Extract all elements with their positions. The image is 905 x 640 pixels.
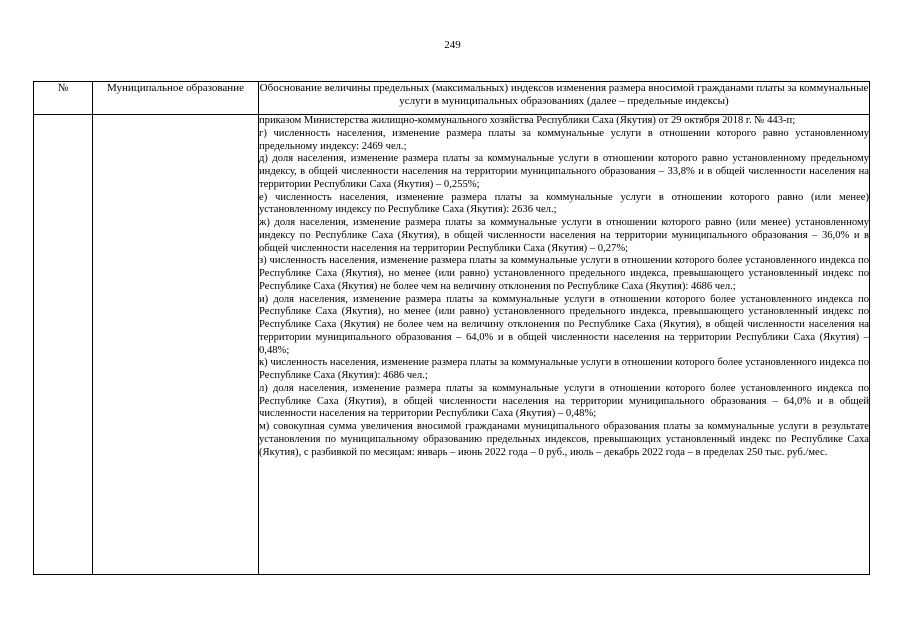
cell-municipality (93, 115, 259, 575)
paragraph-g: г) численность населения, изменение размера платы за коммунальные услуги в отношении которого равно установленному предельному индексу: 2469 чел.; (259, 127, 869, 152)
table-row (34, 115, 870, 575)
paragraph-k: к) численность населения, изменение размера платы за коммунальные услуги в отношении которого более установленного индекса по Республике Саха (Якутия): 4686 чел.; (259, 357, 869, 381)
table-header-row (34, 82, 870, 115)
cell-justification (259, 115, 870, 575)
paragraph-order-reference: приказом Министерства жилищно-коммунального хозяйства Республики Саха (Якутия) от 29 октября 2018 г. № 443-п; (259, 115, 796, 126)
paragraph-d: д) доля населения, изменение размера платы за коммунальные услуги в отношении которого равно установленному предельному индексу, в общей численности населения на территории муниципального образования – 33,8% и в общей численности населения на территории Республики Саха (Якутия) – 0,255%; (259, 153, 869, 190)
paragraph-m: м) совокупная сумма увеличения вносимой гражданами муниципального образования платы за коммунальные услуги в результате установления по муниципальному образованию предельных индексов, превышающих установленный индекс по Республике Саха (Якутия), с разбивкой по месяцам: январь – июнь 2022 года – 0 руб., июль – декабрь 2022 года – в пределах 250 тыс. руб./мес. (259, 421, 869, 458)
header-municipality: Муниципальное образование (93, 82, 259, 115)
paragraph-e: е) численность населения, изменение размера платы за коммунальные услуги в отношении которого равно (или менее) установленному индексу по Республике Саха (Якутия): 2636 чел.; (259, 191, 869, 216)
indices-table (33, 81, 870, 575)
paragraph-z: з) численность населения, изменение размера платы за коммунальные услуги в отношении которого более установленного индекса по Республике Саха (Якутия), но менее (или равно) установленного предельного индекса, превышающего установленный индекс по Республике Саха (Якутия) не более чем на величину отклонения по Республике Саха (Якутия): 4686 чел.; (259, 255, 869, 292)
paragraph-zh: ж) доля населения, изменение размера платы за коммунальные услуги в отношении которого равно (или менее) установленному индексу по Республике Саха (Якутия), в общей численности населения на территории муниципального образования – 36,0% и в общей численности населения на территории Республики Саха (Якутия) – 0,27%; (259, 217, 869, 254)
page-number: 249 (444, 39, 461, 51)
paragraph-i: и) доля населения, изменение размера платы за коммунальные услуги в отношении которого более установленного индекса по Республике Саха (Якутия), но менее (или равно) установленного предельного индекса, превышающего установленный индекс по Республике Саха (Якутия) не более чем на величину отклонения по Республике Саха (Якутия), в общей численности населения на территории муниципального образования – 64,0% и в общей численности населения на территории Республики Саха (Якутия) – 0,48%; (259, 293, 869, 356)
cell-number (34, 115, 93, 575)
header-number: № (34, 82, 93, 115)
header-justification: Обоснование величины предельных (максимальных) индексов изменения размера вносимой гражданами платы за коммунальные услуги в муниципальных образованиях (далее – предельные индексы) (259, 82, 870, 115)
paragraph-l: л) доля населения, изменение размера платы за коммунальные услуги в отношении которого более установленного индекса по Республике Саха (Якутия), в общей численности населения на территории муниципального образования – 64,0% и в общей численности населения на территории Республики Саха (Якутия) – 0,48%; (259, 382, 869, 420)
